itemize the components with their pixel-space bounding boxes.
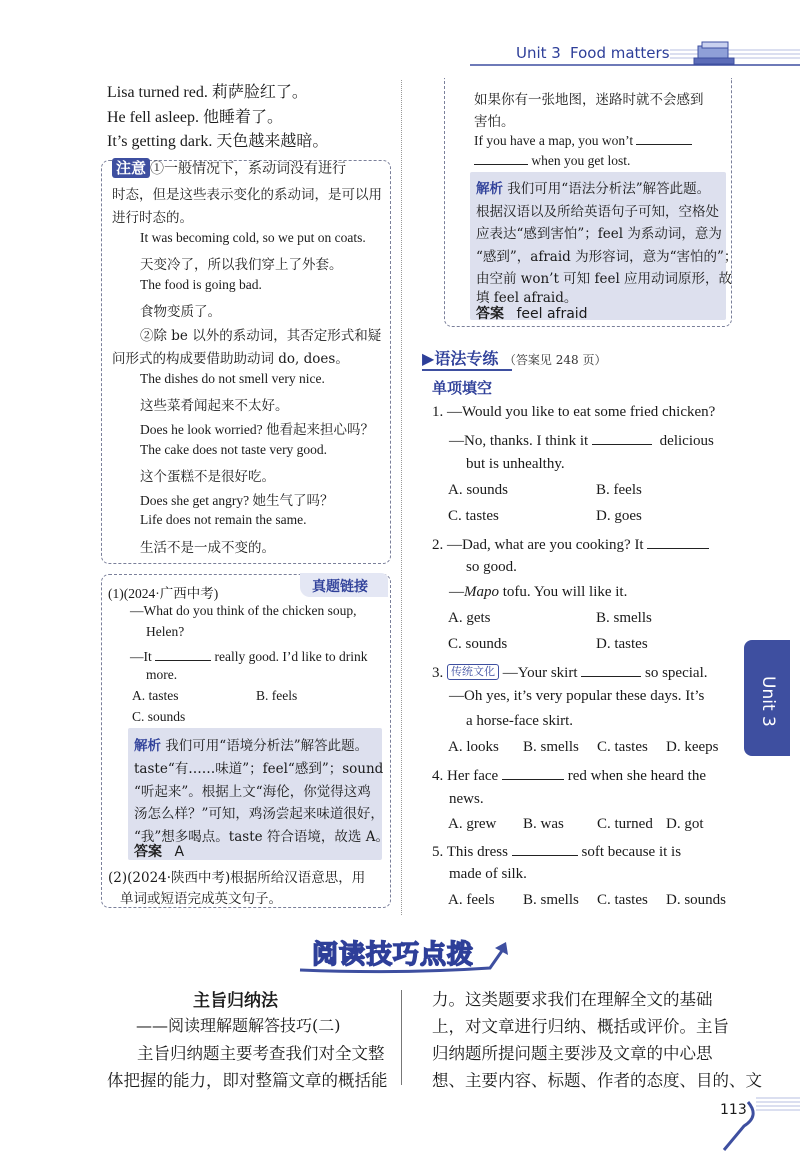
reading-text: 力。这类题要求我们在理解全文的基础 xyxy=(432,990,713,1009)
question-text: —Your skirt xyxy=(502,665,578,681)
header-unit: Unit 3 xyxy=(516,44,561,62)
question-text: —It xyxy=(130,649,152,664)
option: C. tastes xyxy=(448,508,499,524)
note-example: Does he look worried? 他看起来担心吗？ xyxy=(140,422,374,437)
analysis-text: 我们可用“语法分析法”解答此题。 xyxy=(507,181,711,197)
note-example: 食物变质了。 xyxy=(140,304,221,320)
question-text: —Oh yes, it’s very popular these days. It’s xyxy=(449,688,705,704)
reading-title: 主旨归纳法 xyxy=(193,991,278,1011)
question-source: (1)(2024·广西中考) xyxy=(108,586,219,601)
example-line: It’s getting dark. 天色越来越暗。 xyxy=(107,133,329,150)
question-text: 1. —Would you like to eat some fried chicken? xyxy=(432,404,716,420)
page-number: 113 xyxy=(720,1102,747,1118)
question-text: 2. —Dad, what are you cooking? It xyxy=(432,537,644,553)
option: D. sounds xyxy=(666,892,727,908)
option: D. goes xyxy=(596,508,642,524)
option: C. tastes xyxy=(597,892,648,908)
question-text: 3. xyxy=(432,665,444,681)
answer-blank[interactable] xyxy=(155,646,211,661)
answer-value: feel afraid xyxy=(516,306,588,322)
question-text: Helen? xyxy=(146,624,185,639)
practice-title-line xyxy=(422,346,606,369)
answer-blank[interactable] xyxy=(647,534,709,549)
note-text: 问形式的构成要借助助动词 do, does。 xyxy=(112,351,349,367)
question-text: tofu. You will like it. xyxy=(499,584,628,600)
note-text: ②除 be 以外的系动词，其否定形式和疑 xyxy=(140,328,382,344)
example-line: Lisa turned red. 莉萨脸红了。 xyxy=(107,84,308,101)
answer-line xyxy=(476,303,588,323)
question-text: Mapo xyxy=(464,584,499,600)
question-text: delicious xyxy=(659,433,714,449)
practice-subtitle: 单项填空 xyxy=(432,379,493,397)
analysis-text: 我们可用“语境分析法”解答此题。 xyxy=(165,738,369,754)
note-text: ①一般情况下，系动词没有进行 xyxy=(150,161,347,177)
option: B. was xyxy=(523,816,564,832)
option: B. smells xyxy=(523,892,579,908)
option: A. gets xyxy=(448,610,491,626)
header-topic: Food matters xyxy=(570,44,670,62)
option: A. grew xyxy=(448,816,497,832)
column-divider xyxy=(401,990,402,1085)
option: C. sounds xyxy=(448,636,508,652)
option: B. feels xyxy=(256,688,298,703)
analysis-text: taste“有……味道”；feel“感到”；sound xyxy=(134,761,384,777)
analysis-text: “我”想多喝点。taste 符合语境，故选 A。 xyxy=(134,829,389,845)
option: D. keeps xyxy=(666,739,719,755)
page-number-block xyxy=(700,1092,800,1152)
question-text: a horse-face skirt. xyxy=(466,713,574,729)
option: A. looks xyxy=(448,739,499,755)
note-text: 时态，但是这些表示变化的系动词，是可以用 xyxy=(112,187,382,203)
reading-text: 上，对文章进行归纳、概括或评价。主旨 xyxy=(432,1017,729,1036)
note-example: The food is going bad. xyxy=(140,277,262,292)
answer-line xyxy=(134,841,184,861)
analysis-first-line xyxy=(134,734,368,754)
example-en: when you get lost. xyxy=(531,153,631,168)
option: D. got xyxy=(666,816,704,832)
question-line xyxy=(432,765,706,785)
reading-banner-title: 阅读技巧点拨 xyxy=(312,940,475,970)
unit-side-tab-label: Unit 3 xyxy=(758,676,778,727)
option: D. tastes xyxy=(596,636,648,652)
question-line xyxy=(130,646,367,665)
question-text: 5. This dress xyxy=(432,844,508,860)
title-underline xyxy=(422,369,512,371)
question-line xyxy=(432,841,681,861)
option: B. smells xyxy=(596,610,652,626)
example-en: If you have a map, you won’t xyxy=(474,133,634,148)
question-text: red when she heard the xyxy=(567,768,706,784)
question-line: —Mapo tofu. You will like it. xyxy=(449,584,628,600)
note-first-line xyxy=(112,157,346,178)
answer-value: A xyxy=(174,844,185,860)
reading-text: 体把握的能力，即对整篇文章的概括能 xyxy=(107,1071,388,1090)
question-text: (2)(2024·陕西中考)根据所给汉语意思，用 xyxy=(108,870,366,886)
note-example: Does she get angry? 她生气了吗？ xyxy=(140,493,334,508)
analysis-label: 解析 xyxy=(134,738,161,754)
note-text: 进行时态的。 xyxy=(112,210,193,226)
answer-blank[interactable] xyxy=(592,430,652,445)
question-text: soft because it is xyxy=(581,844,682,860)
note-example: The dishes do not smell very nice. xyxy=(140,371,325,386)
answer-blank[interactable] xyxy=(502,765,564,780)
page-corner-decor xyxy=(700,1092,800,1152)
example-cn: 害怕。 xyxy=(474,114,515,130)
option: C. sounds xyxy=(132,709,186,724)
answer-blank[interactable] xyxy=(474,150,528,165)
analysis-text: 汤怎么样？”可知，鸡汤尝起来味道很好， xyxy=(134,806,384,822)
option: C. turned xyxy=(597,816,653,832)
example-en-line xyxy=(474,150,630,169)
book-stack-icon xyxy=(692,38,742,68)
option: B. feels xyxy=(596,482,642,498)
real-exam-badge-label: 真题链接 xyxy=(312,579,368,595)
unit-side-tab[interactable] xyxy=(744,640,790,756)
option: C. tastes xyxy=(597,739,648,755)
question-text: —No, thanks. I think it xyxy=(449,433,589,449)
question-text: more. xyxy=(146,667,178,682)
question-line xyxy=(449,430,714,450)
question-text: but is unhealthy. xyxy=(466,456,565,472)
header-bar xyxy=(470,40,800,70)
analysis-first-line xyxy=(476,177,710,197)
example-cn: 如果你有一张地图，迷路时就不会感到 xyxy=(474,92,704,108)
reading-subtitle: ——阅读理解题解答技巧(二) xyxy=(136,1016,341,1035)
question-text: really good. I’d like to drink xyxy=(214,649,368,664)
note-example: 这个蛋糕不是很好吃。 xyxy=(140,469,275,485)
note-example: It was becoming cold, so we put on coats. xyxy=(140,230,366,245)
practice-title: 语法专练 xyxy=(434,349,499,368)
note-example: 天变冷了，所以我们穿上了外套。 xyxy=(140,257,343,273)
answer-blank[interactable] xyxy=(512,841,578,856)
option: A. tastes xyxy=(132,688,179,703)
answer-label: 答案 xyxy=(134,844,162,860)
play-icon: ▶ xyxy=(422,349,435,368)
reading-banner xyxy=(290,930,520,976)
analysis-text: 由空前 won’t 可知 feel 应用动词原形，故 xyxy=(476,271,733,287)
option: A. sounds xyxy=(448,482,509,498)
option: A. feels xyxy=(448,892,495,908)
reading-text: 想、主要内容、标题、作者的态度、目的、文 xyxy=(432,1071,762,1090)
example-en-line xyxy=(474,130,692,149)
analysis-text: 根据汉语以及所给英语句子可知，空格处 xyxy=(476,204,719,220)
reading-text: 归纳题所提问题主要涉及文章的中心思 xyxy=(432,1044,713,1063)
note-example: 生活不是一成不变的。 xyxy=(140,540,275,556)
reading-text: 主旨归纳题主要考查我们对全文整 xyxy=(137,1044,385,1063)
answer-blank[interactable] xyxy=(581,662,641,677)
real-exam-badge xyxy=(300,573,388,597)
option: B. smells xyxy=(523,739,579,755)
analysis-text: “感到”，afraid 为形容词，意为“害怕的”； xyxy=(476,249,738,265)
analysis-text: “听起来”。根据上文“海伦，你觉得这鸡 xyxy=(134,784,371,800)
answer-label: 答案 xyxy=(476,306,504,322)
question-text: so good. xyxy=(466,559,517,575)
question-line xyxy=(432,662,707,682)
question-text: 单词或短语完成英文句子。 xyxy=(120,891,282,907)
note-example: 这些菜肴闻起来不太好。 xyxy=(140,398,289,414)
analysis-text: 填 feel afraid。 xyxy=(476,290,578,306)
example-line: He fell asleep. 他睡着了。 xyxy=(107,109,283,126)
note-tag: 注意 xyxy=(112,158,150,178)
note-example: Life does not remain the same. xyxy=(140,512,307,527)
question-text: —What do you think of the chicken soup, xyxy=(130,603,357,618)
question-text: 4. Her face xyxy=(432,768,499,784)
question-text: made of silk. xyxy=(449,866,527,882)
question-line xyxy=(432,534,709,554)
question-text: so special. xyxy=(645,665,708,681)
note-example: The cake does not taste very good. xyxy=(140,442,328,457)
practice-ref: （答案见 248 页） xyxy=(503,353,607,367)
answer-blank[interactable] xyxy=(636,130,692,145)
question-text: news. xyxy=(449,791,484,807)
analysis-text: 应表达“感到害怕”；feel 为系动词，意为 xyxy=(476,226,722,242)
tradition-tag: 传统文化 xyxy=(447,664,499,680)
column-divider xyxy=(401,80,402,915)
analysis-label: 解析 xyxy=(476,181,503,197)
